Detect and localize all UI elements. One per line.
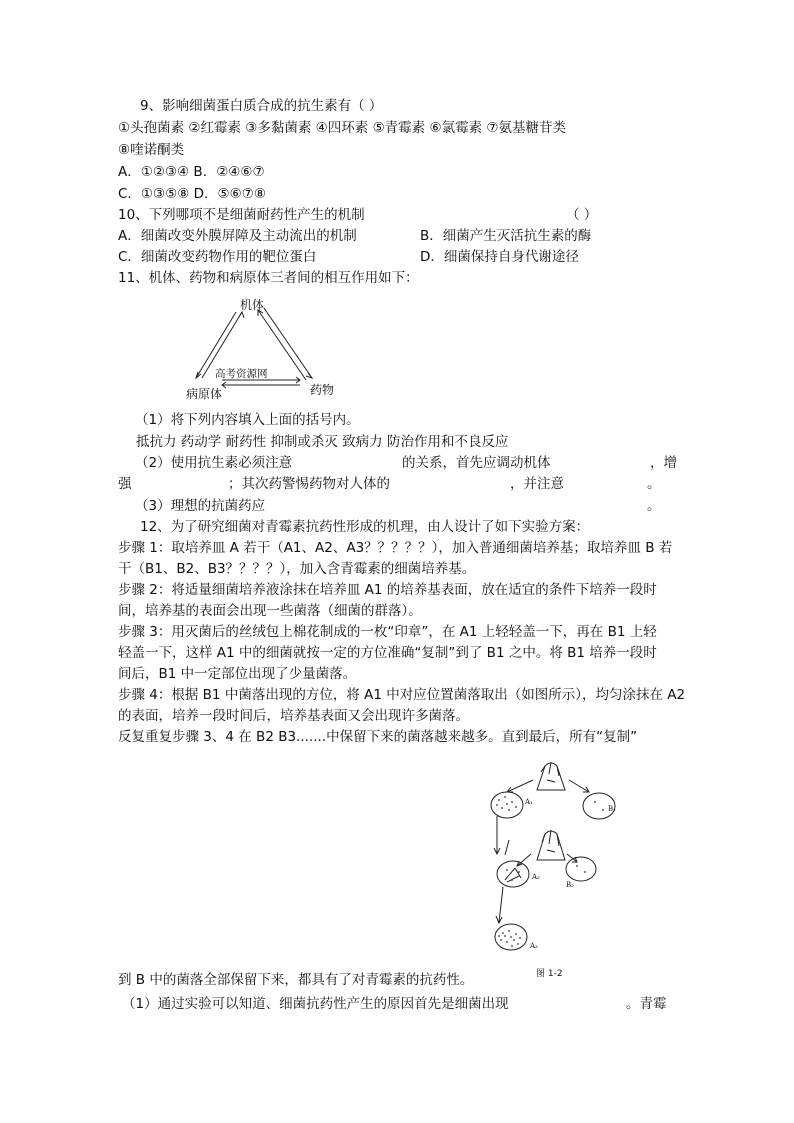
q11-part2-period: 。 [647, 476, 661, 492]
q10-option-d: D．细菌保持自身代谢途径 [420, 249, 579, 265]
q10-stem: 10、下列哪项不是细菌耐药性产生的机制 [118, 207, 365, 223]
label-b2: B₂ [566, 881, 574, 889]
label-a2: A₂ [532, 873, 540, 881]
velvet-stamp-2 [537, 831, 565, 860]
q12-step3-line3: 间后，B1 中一定部位出现了少量菌落。 [118, 666, 357, 682]
plate-b2 [566, 857, 596, 881]
q9-answers-cd: C．①③⑤⑧ D．⑤⑥⑦⑧ [118, 186, 266, 202]
q12-step4-line2: 的表面，培养一段时间后，培养基表面又会出现许多菌落。 [118, 708, 469, 724]
q12-final: 到 B 中的菌落全部保留下来，都具有了对青霉素的抗药性。 [118, 972, 474, 988]
q12-step3-line2: 轻盖一下，这样 A1 中的细菌就按一定的方位准确“复制”到了 B1 之中。将 B1 培养一段时 [118, 645, 657, 661]
q9-answers-ab: A．①②③④ B．②④⑥⑦ [118, 164, 265, 180]
q12-step2-line2: 间，培养基的表面会出现一些菌落（细菌的群落）。 [118, 603, 422, 619]
q11-part2-line2: ；其次药警惕药物对人体的 [228, 476, 390, 492]
q12-sub1-start: （1）通过实验可以知道、细菌抗药性产生的原因首先是细菌出现 [122, 996, 509, 1012]
q9-options-line2: ⑧喹诺酮类 [118, 142, 185, 158]
q11-word-bank: 抵抗力 药动学 耐药性 抑制或杀灭 致病力 防治作用和不良反应 [136, 434, 509, 450]
q12-sub1-end: 。青霉 [626, 996, 667, 1012]
q12-step4-line1: 步骤 4：根据 B1 中菌落出现的方位，将 A1 中对应位置菌落取出（如图所示），均匀涂抹在 A2 [118, 687, 686, 703]
diagram-node-drug: 药物 [310, 383, 335, 397]
plate-a2 [497, 861, 529, 887]
q12-repeat: 反复重复步骤 3、4 在 B2 B3.......中保留下来的菌落越来越多。直到最后，所有“复制” [118, 729, 638, 745]
q12-step1-line1: 步骤 1：取培养皿 A 若干（A1、A2、A3？？？？？），加入普通细菌培养基；取培养皿 B 若 [118, 540, 673, 556]
label-b1: B₁ [608, 805, 616, 813]
q11-part1: （1）将下列内容填入上面的括号内。 [135, 412, 360, 428]
q9-stem: 9、影响细菌蛋白质合成的抗生素有（ ） [140, 98, 383, 114]
label-a3: A₃ [530, 942, 538, 950]
plate-a1 [491, 792, 523, 818]
q10-option-a: A．细菌改变外膜屏障及主动流出的机制 [118, 228, 357, 244]
q11-part3: （3）理想的抗菌药应 [135, 498, 266, 514]
q12-step2-line1: 步骤 2：将适量细菌培养液涂抹在培养皿 A1 的培养基表面，放在适宜的条件下培养一段时 [118, 582, 657, 598]
q11-stem: 11、机体、药物和病原体三者间的相互作用如下： [118, 270, 419, 286]
diagram-node-pathogen: 病原体 [186, 387, 223, 401]
diagram-watermark: 高考资源网 [215, 368, 268, 380]
q11-part2-strengthen: 强 [118, 476, 132, 492]
q12-stem: 12、为了研究细菌对青霉素抗药性形成的机理，由人设计了如下实验方案： [140, 519, 590, 535]
q11-part2-mid: 的关系，首先应调动机体 [402, 455, 551, 471]
q9-options-line1: ①头孢菌素 ②红霉素 ③多黏菌素 ④四环素 ⑤青霉素 ⑥氯霉素 ⑦氨基糖苷类 [118, 120, 566, 136]
velvet-stamp-1 [537, 763, 565, 790]
diagram-node-body: 机体 [240, 298, 265, 312]
q10-option-c: C．细菌改变药物作用的靶位蛋白 [118, 249, 317, 265]
replica-plating-figure [485, 750, 635, 965]
label-a1: A₁ [525, 798, 533, 806]
q12-step1-line2: 干（B1、B2、B3？？？？），加入含青霉素的细菌培养基。 [118, 561, 476, 577]
q11-part2-line2-end: ，并注意 [510, 476, 564, 492]
q10-paren: （ ） [566, 207, 598, 223]
q10-option-b: B．细菌产生灭活抗生素的酶 [420, 228, 592, 244]
q11-part2-end: ，增 [650, 455, 677, 471]
q12-step3-line1: 步骤 3：用灭菌后的丝绒包上棉花制成的一枚“印章”，在 A1 上轻轻盖一下，再在 B1 上轻 [118, 624, 657, 640]
q11-part3-period: 。 [647, 498, 661, 514]
figure-caption: 图 1-2 [536, 969, 563, 979]
q11-part2-start: （2）使用抗生素必须注意 [135, 455, 293, 471]
